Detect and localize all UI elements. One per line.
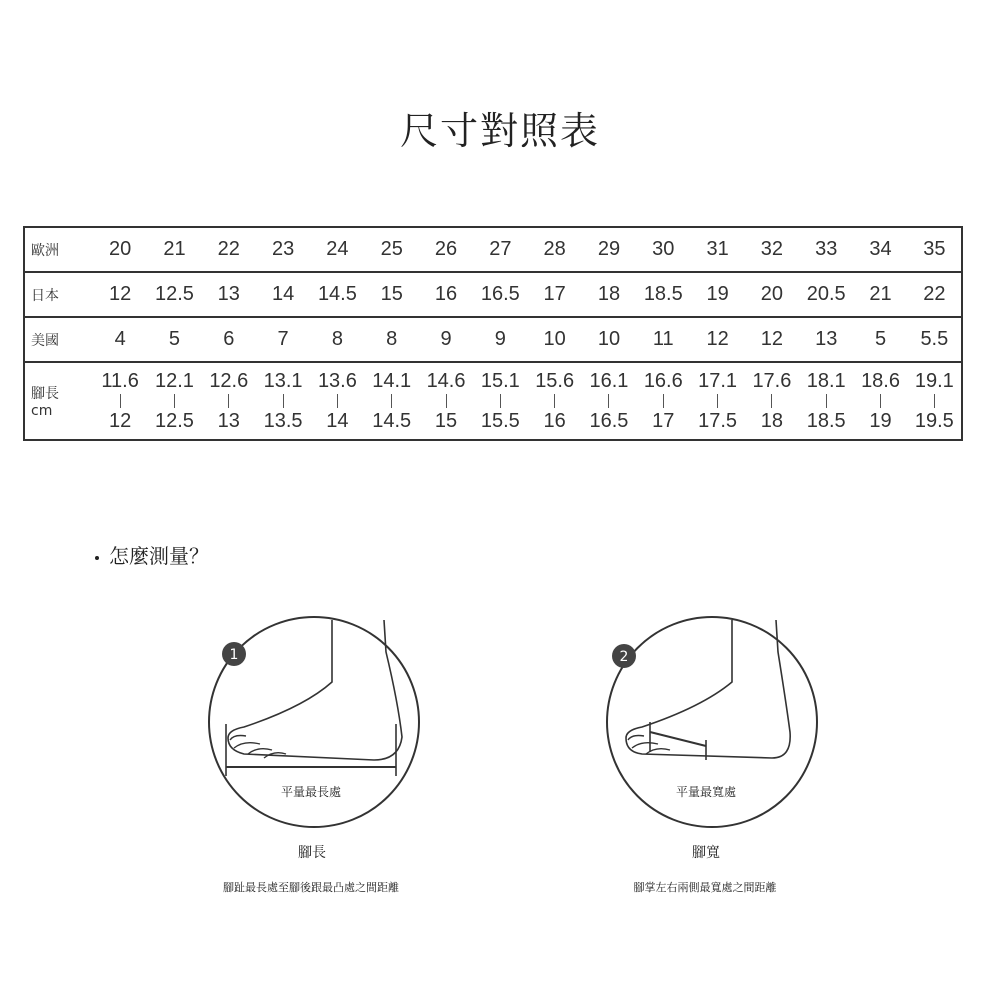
foot-min: 19.1 (914, 370, 954, 392)
foot-range-cell (419, 362, 473, 440)
us-cell: 8 (310, 317, 364, 362)
row-foot-length (24, 362, 962, 440)
us-cell: 10 (582, 317, 636, 362)
jp-cell: 21 (853, 272, 907, 317)
foot-max: 18.5 (806, 410, 846, 432)
foot-range-cell (528, 362, 582, 440)
us-cell: 5 (147, 317, 201, 362)
foot-min: 12.1 (155, 370, 194, 392)
foot-min: 17.6 (752, 370, 792, 392)
jp-cell: 20 (745, 272, 799, 317)
foot-max: 19 (869, 410, 892, 432)
row-label-eu: 歐洲 (24, 227, 93, 272)
jp-cell: 17 (528, 272, 582, 317)
description-foot-width: 腳掌左右兩側最寬處之間距離 (633, 881, 777, 894)
foot-min: 16.6 (643, 370, 683, 392)
foot-max: 16.5 (589, 410, 629, 432)
foot-max: 19.5 (914, 410, 954, 432)
foot-label-line2: cm (31, 403, 53, 419)
foot-min: 18.6 (861, 370, 900, 392)
row-eu (24, 227, 962, 272)
measure-line (650, 732, 706, 746)
eu-cell: 27 (473, 227, 527, 272)
us-cell: 6 (202, 317, 256, 362)
us-cell: 7 (256, 317, 310, 362)
foot-range-cell (636, 362, 690, 440)
foot-min: 16.1 (589, 370, 629, 392)
jp-cell: 15 (365, 272, 419, 317)
bullet-icon (95, 556, 99, 560)
eu-cell: 22 (202, 227, 256, 272)
row-us (24, 317, 962, 362)
foot-range-cell (853, 362, 907, 440)
us-cell: 9 (419, 317, 473, 362)
jp-cell: 16 (419, 272, 473, 317)
foot-min: 14.1 (372, 370, 412, 392)
foot-range-cell (690, 362, 744, 440)
jp-cell: 13 (202, 272, 256, 317)
measure-label-2: 平量最寬處 (675, 785, 737, 799)
foot-width-diagram (602, 612, 822, 832)
row-label-us: 美國 (24, 317, 93, 362)
foot-max: 18 (760, 410, 784, 432)
jp-cell: 16.5 (473, 272, 527, 317)
us-cell: 12 (745, 317, 799, 362)
foot-min: 13.1 (263, 370, 303, 392)
foot-min: 15.1 (480, 370, 520, 392)
foot-max: 16 (543, 410, 566, 432)
jp-cell: 12.5 (147, 272, 201, 317)
foot-range-cell (799, 362, 853, 440)
foot-length-diagram (204, 612, 424, 832)
step-number-2: 2 (619, 649, 629, 665)
foot-max: 12 (109, 410, 132, 432)
jp-cell: 20.5 (799, 272, 853, 317)
step-number-1: 1 (229, 647, 239, 663)
foot-range-cell (93, 362, 147, 440)
foot-max: 15 (434, 410, 458, 432)
howto-heading (95, 540, 209, 569)
foot-max: 17 (652, 410, 675, 432)
howto-heading-text: 怎麼測量？ (109, 544, 209, 568)
jp-cell: 12 (93, 272, 147, 317)
jp-cell: 18 (582, 272, 636, 317)
foot-min: 13.6 (317, 370, 357, 392)
eu-cell: 21 (147, 227, 201, 272)
foot-max: 13 (217, 410, 240, 432)
eu-cell: 23 (256, 227, 310, 272)
eu-cell: 28 (528, 227, 582, 272)
foot-range-cell (745, 362, 799, 440)
foot-range-cell (147, 362, 201, 440)
eu-cell: 30 (636, 227, 690, 272)
foot-min: 14.6 (426, 370, 466, 392)
foot-max: 12.5 (155, 410, 194, 432)
foot-illustration (228, 620, 402, 760)
us-cell: 12 (690, 317, 744, 362)
foot-min: 11.6 (101, 370, 139, 392)
foot-range-cell (473, 362, 527, 440)
us-cell: 5 (853, 317, 907, 362)
us-cell: 8 (365, 317, 419, 362)
caption-foot-width: 腳寬 (692, 845, 720, 861)
eu-cell: 25 (365, 227, 419, 272)
us-cell: 5.5 (908, 317, 962, 362)
foot-min: 18.1 (806, 370, 846, 392)
eu-cell: 26 (419, 227, 473, 272)
row-jp (24, 272, 962, 317)
foot-range-cell (310, 362, 364, 440)
eu-cell: 33 (799, 227, 853, 272)
eu-cell: 31 (690, 227, 744, 272)
row-label-jp: 日本 (24, 272, 93, 317)
jp-cell: 18.5 (636, 272, 690, 317)
eu-cell: 34 (853, 227, 907, 272)
eu-cell: 24 (310, 227, 364, 272)
foot-range-cell (365, 362, 419, 440)
foot-min: 17.1 (698, 370, 738, 392)
row-label-foot (24, 362, 93, 440)
description-foot-length: 腳趾最長處至腳後跟最凸處之間距離 (223, 881, 399, 894)
caption-foot-length: 腳長 (298, 845, 326, 861)
foot-max: 15.5 (480, 410, 520, 432)
foot-range-cell (908, 362, 962, 440)
eu-cell: 35 (908, 227, 962, 272)
eu-cell: 29 (582, 227, 636, 272)
foot-label-line1: 腳長 (31, 386, 59, 402)
us-cell: 11 (636, 317, 690, 362)
us-cell: 9 (473, 317, 527, 362)
jp-cell: 22 (908, 272, 962, 317)
us-cell: 10 (528, 317, 582, 362)
foot-min: 12.6 (209, 370, 249, 392)
us-cell: 13 (799, 317, 853, 362)
page-title: 尺寸對照表 (399, 109, 600, 153)
foot-range-cell (202, 362, 256, 440)
jp-cell: 14 (256, 272, 310, 317)
foot-max: 13.5 (263, 410, 303, 432)
foot-range-cell (582, 362, 636, 440)
foot-max: 14.5 (372, 410, 412, 432)
jp-cell: 19 (690, 272, 744, 317)
eu-cell: 20 (93, 227, 147, 272)
us-cell: 4 (93, 317, 147, 362)
foot-max: 14 (326, 410, 349, 432)
measure-label-1: 平量最長處 (280, 785, 342, 799)
foot-max: 17.5 (698, 410, 738, 432)
size-table (23, 226, 963, 441)
foot-range-cell (256, 362, 310, 440)
eu-cell: 32 (745, 227, 799, 272)
jp-cell: 14.5 (310, 272, 364, 317)
foot-min: 15.6 (535, 370, 575, 392)
